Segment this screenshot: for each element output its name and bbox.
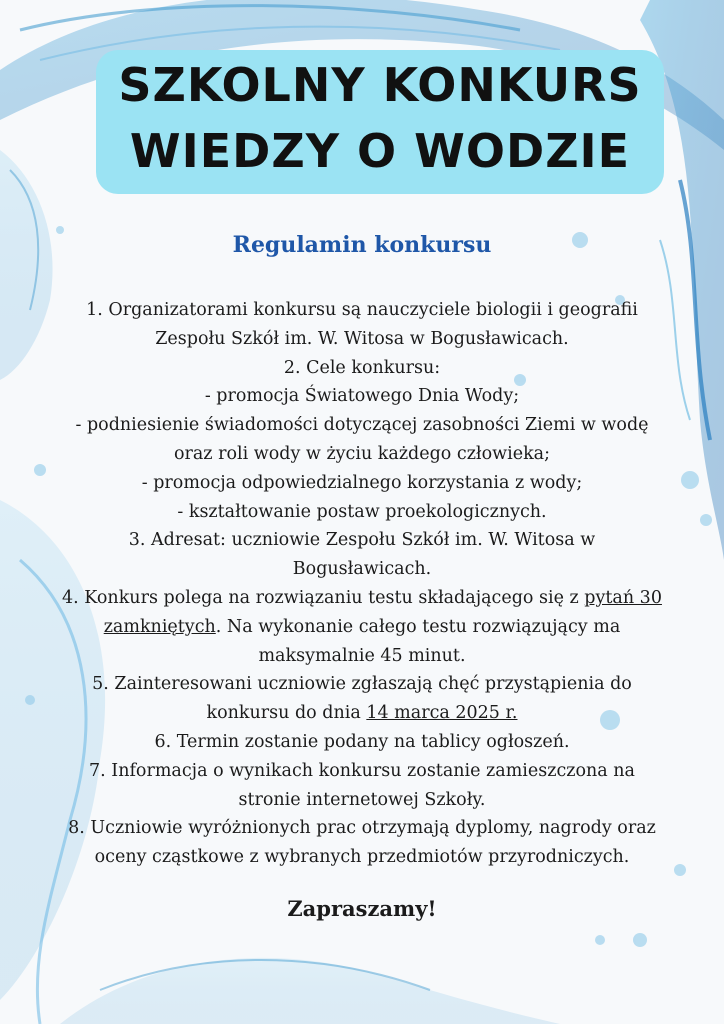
rule-line: 8. Uczniowie wyróżnionych prac otrzymają dyplomy, nagrody oraz <box>68 818 656 839</box>
regulations-body <box>0 296 724 872</box>
rule-line <box>0 699 724 728</box>
underlined-question-count: pytań 30 <box>584 587 662 608</box>
underlined-deadline-date: 14 marca 2025 r. <box>366 703 518 724</box>
rule-line: stronie internetowej Szkoły. <box>238 789 486 810</box>
rule-line: 6. Termin zostanie podany na tablicy ogłoszeń. <box>154 731 570 752</box>
rule-line: 2. Cele konkursu: <box>283 357 441 378</box>
rule-text: 4. Konkurs polega na rozwiązaniu testu składającego się z <box>62 587 585 608</box>
rule-line: Zespołu Szkół im. W. Witosa w Bogusławicach. <box>155 328 569 349</box>
rule-line: - promocja Światowego Dnia Wody; <box>204 386 520 407</box>
rule-line: Bogusławicach. <box>292 559 432 580</box>
page-title-line-1: SZKOLNY KONKURS <box>118 58 642 112</box>
rule-line: maksymalnie 45 minut. <box>258 645 466 666</box>
rule-line: 5. Zainteresowani uczniowie zgłaszają chęć przystąpienia do <box>92 674 632 695</box>
rule-line: - podniesienie świadomości dotyczącej zasobności Ziemi w wodę <box>75 415 649 436</box>
rule-text: . Na wykonanie całego testu rozwiązujący ma <box>215 616 621 637</box>
rule-line <box>0 613 724 642</box>
page-title-line-2: WIEDZY O WODZIE <box>129 124 631 178</box>
rule-line: - promocja odpowiedzialnego korzystania z wody; <box>141 472 583 493</box>
rule-line: - kształtowanie postaw proekologicznych. <box>177 501 547 522</box>
rule-line: 1. Organizatorami konkursu są nauczyciele biologii i geografii <box>86 300 638 320</box>
rule-line: oraz roli wody w życiu każdego człowieka; <box>173 443 551 464</box>
rule-line: 3. Adresat: uczniowie Zespołu Szkół im. W. Witosa w <box>128 530 596 551</box>
rule-line: 7. Informacja o wynikach konkursu zostanie zamieszczona na <box>89 760 635 781</box>
rule-line: oceny cząstkowe z wybranych przedmiotów przyrodniczych. <box>94 847 630 868</box>
rule-line <box>0 584 724 613</box>
regulations-heading: Regulamin konkursu <box>232 232 492 258</box>
underlined-closed-questions: zamkniętych <box>103 616 216 637</box>
closing-invitation: Zapraszamy! <box>287 896 437 921</box>
rule-text: konkursu do dnia <box>206 703 367 724</box>
